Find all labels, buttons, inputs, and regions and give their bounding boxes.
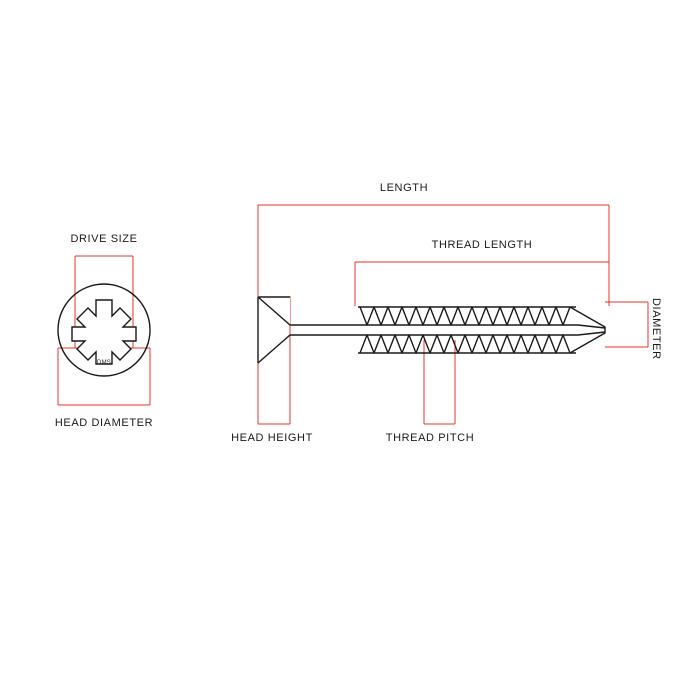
screw-tip (570, 307, 605, 353)
label-thread-pitch: THREAD PITCH (385, 432, 475, 444)
label-diameter: DIAMETER (650, 298, 662, 360)
head-fill (258, 296, 290, 324)
label-head-height: HEAD HEIGHT (231, 432, 313, 444)
label-thread-length: THREAD LENGTH (431, 239, 533, 251)
label-length: LENGTH (379, 182, 429, 194)
thread-profile-top (360, 307, 570, 325)
label-drive-size: DRIVE SIZE (70, 233, 138, 245)
screw-side-view (258, 296, 605, 363)
phillips-recess (72, 300, 136, 364)
label-head-diameter: HEAD DIAMETER (54, 417, 154, 429)
label-drive-mark: DMS (97, 360, 111, 366)
head-taper-edge-bottom (258, 335, 290, 363)
thread-profile-bottom (360, 335, 570, 353)
